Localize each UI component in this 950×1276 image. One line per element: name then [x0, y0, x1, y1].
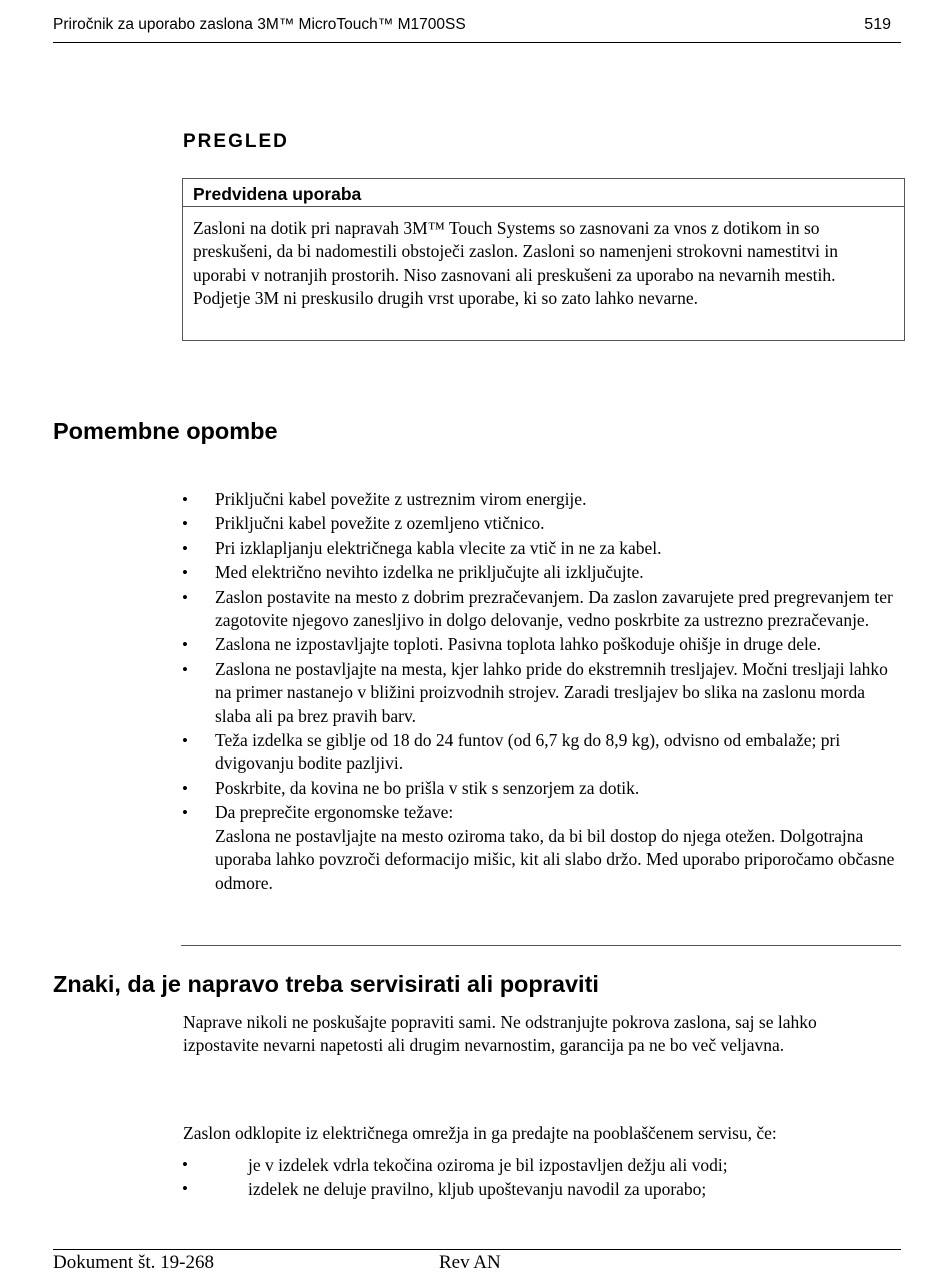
list-item — [180, 537, 900, 560]
header-title: Priročnik za uporabo zaslona 3M™ MicroTouch™ M1700SS — [53, 16, 466, 33]
notes-heading: Pomembne opombe — [53, 418, 278, 444]
list-item — [180, 801, 900, 895]
note-text: Priključni kabel povežite z ozemljeno vtičnico. — [215, 513, 545, 534]
bullet-icon: • — [182, 778, 188, 798]
bullet-icon: • — [182, 514, 188, 534]
note-text: Zaslona ne izpostavljajte toploti. Pasivna toplota lahko poškoduje ohišje in druge dele. — [215, 634, 822, 655]
condition-text: je v izdelek vdrla tekočina oziroma je bil izpostavljen dežju ali vodi; — [248, 1155, 728, 1175]
list-item — [180, 586, 900, 633]
list-item — [180, 777, 900, 800]
bullet-icon: • — [182, 538, 188, 558]
note-text: Priključni kabel povežite z ustreznim virom energije. — [215, 489, 587, 509]
service-intro: Zaslon odklopite iz električnega omrežja in ga predajte na pooblaščenem servisu, če: — [183, 1123, 777, 1143]
list-item — [180, 633, 900, 656]
bullet-icon: • — [182, 731, 188, 751]
bullet-icon: • — [182, 803, 188, 823]
note-text: Teža izdelka se giblje od 18 do 24 funtov (od 6,7 kg do 8,9 kg), odvisno od embalaže; pri dvigovanju bodite pazljivi. — [215, 730, 841, 774]
bullet-icon: • — [182, 587, 188, 607]
service-conditions-list — [180, 1153, 900, 1201]
bullet-icon: • — [182, 1179, 188, 1198]
bullet-icon: • — [182, 490, 188, 509]
bullet-icon: • — [182, 1155, 188, 1174]
list-item — [180, 1153, 900, 1177]
page-header — [53, 14, 901, 43]
list-item — [180, 729, 900, 776]
notes-list — [180, 488, 900, 896]
list-item — [180, 1177, 900, 1201]
note-text: Poskrbite, da kovina ne bo prišla v stik s senzorjem za dotik. — [215, 777, 640, 798]
note-text: Med električno nevihto izdelka ne priključujte ali izključujte. — [215, 562, 644, 583]
section-divider — [181, 945, 901, 946]
note-text: Pri izklapljanju električnega kabla vlecite za vtič in ne za kabel. — [215, 537, 662, 558]
bullet-icon: • — [182, 635, 188, 655]
page-number: 519 — [864, 16, 891, 33]
intended-use-box — [182, 178, 905, 341]
bullet-icon: • — [182, 563, 188, 583]
bullet-icon: • — [182, 659, 188, 679]
condition-text: izdelek ne deluje pravilno, kljub upoštevanju navodil za uporabo; — [248, 1179, 707, 1199]
note-text: Zaslon postavite na mesto z dobrim prezračevanjem. Da zaslon zavarujete pred pregrevanjem ter zagotovite njegovo zanesljivo in dolgo delovanje, vedno poskrbite za ustrezno prezračevanje. — [215, 586, 893, 631]
service-heading: Znaki, da je napravo treba servisirati ali popraviti — [53, 971, 599, 997]
intended-use-text: Zasloni na dotik pri napravah 3M™ Touch Systems so zasnovani za vnos z dotikom in so preskušeni, da bi nadomestili obstoječi zaslon. Zasloni so namenjeni strokovni namestitvi in uporabi v notranjih prostorih. Niso zasnovani ali preskušeni za uporabo na nevarnih mestih. Podjetje 3M ni preskusilo drugih vrst uporabe, ki so zato lahko nevarne. — [193, 218, 838, 309]
list-item — [180, 658, 900, 728]
intended-use-title: Predvidena uporaba — [183, 179, 904, 207]
overview-heading: PREGLED — [183, 131, 289, 152]
note-text: Zaslona ne postavljajte na mesta, kjer lahko pride do ekstremnih tresljajev. Močni tresljaji lahko na primer nastanejo v bližini proizvodnih strojev. Zaradi tresljajev bo slika na zaslonu morda slaba ali pa brez pravih barv. — [215, 658, 888, 726]
service-paragraph: Naprave nikoli ne poskušajte popraviti sami. Ne odstranjujte pokrova zaslona, saj se lahko izpostavite nevarni napetosti ali drugim nevarnostim, garancija pa ne bo več veljavna. — [183, 1012, 817, 1056]
note-text: Da preprečite ergonomske težave: Zaslona ne postavljajte na mesto oziroma tako, da bi bil dostop do njega otežen. Dolgotrajna uporaba lahko povzroči deformacijo mišic, kit ali slabo držo. Med uporabo priporočamo občasne odmore. — [215, 802, 895, 893]
list-item — [180, 488, 900, 511]
list-item — [180, 512, 900, 535]
page-footer — [53, 1249, 901, 1273]
list-item — [180, 561, 900, 584]
revision-label: Rev AN — [439, 1252, 501, 1273]
document-number: Dokument št. 19-268 — [53, 1252, 214, 1273]
